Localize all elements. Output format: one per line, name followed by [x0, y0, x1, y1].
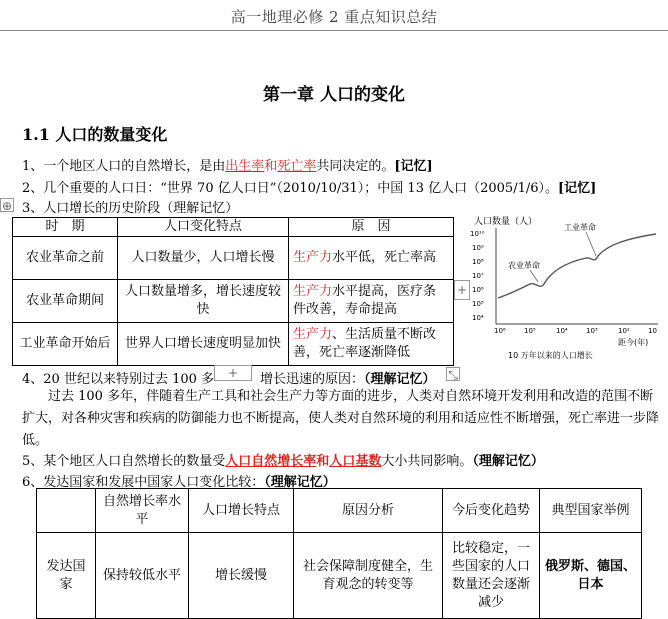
- item-2-tag: [记忆]: [558, 181, 597, 196]
- trend-cell: 比较稳定，一些国家的人口数量还会逐渐减少: [443, 533, 540, 619]
- table-row: [13, 237, 454, 280]
- ytick: 10⁸: [472, 258, 484, 266]
- item-4-text-2: 增长迅速的原因：: [260, 372, 365, 387]
- ytick: 10⁷: [472, 272, 484, 280]
- col-blank: [37, 489, 96, 533]
- cause-text: 水平低，死亡率高: [332, 250, 437, 265]
- item-1: [22, 155, 433, 174]
- item-1-tag: [记忆]: [394, 159, 433, 174]
- cause-cell: [289, 280, 454, 323]
- col-period: 时 期: [13, 218, 118, 237]
- item-5-tag: （理解记忆）: [472, 454, 544, 469]
- annotation-line: [530, 270, 538, 282]
- col-rate: 自然增长率水平: [96, 489, 189, 533]
- productivity: 生产力: [293, 327, 333, 342]
- country-comparison-table: [36, 488, 642, 619]
- add-row-button[interactable]: +: [214, 365, 252, 381]
- ytick: 10¹⁰: [470, 230, 485, 238]
- item-3: 3、人口增长的历史阶段（理解记忆）: [22, 201, 239, 216]
- ytick: 10⁶: [472, 286, 484, 294]
- xtick: 10: [648, 327, 657, 335]
- feature-cell: 人口数量少，人口增长慢: [118, 237, 289, 280]
- table-row: [37, 533, 642, 619]
- item-5-end: 大小共同影响。: [381, 454, 473, 469]
- section-title: 1.1 人口的数量变化: [22, 125, 168, 144]
- chapter-title: 第一章 人口的变化: [263, 85, 405, 105]
- death-rate: 死亡率: [277, 159, 317, 174]
- header-title: 高一地理必修 2 重点知识总结: [230, 8, 438, 26]
- history-stage-table: [12, 217, 454, 366]
- page-header: [0, 0, 668, 31]
- xtick: 10³: [586, 327, 598, 335]
- table-row: [13, 280, 454, 323]
- item-6-tag: （理解记忆）: [264, 475, 336, 490]
- period-cell: 工业革命开始后: [13, 323, 118, 366]
- item-6-text: 6、发达国家和发展中国家人口变化比较：: [22, 475, 265, 490]
- table-header-row: [13, 218, 454, 237]
- example-cell: 俄罗斯、德国、日本: [540, 533, 642, 619]
- feature-cell: 人口数量增多，增长速度较快: [118, 280, 289, 323]
- population-base: 人口基数: [329, 454, 382, 469]
- item-1-text: 1、一个地区人口的自然增长，是由: [22, 159, 226, 174]
- annotation-agricultural: 农业革命: [508, 261, 540, 270]
- chart-ylabel: 人口数量（人）: [474, 217, 538, 227]
- natural-growth-rate: 人口自然增长率: [225, 454, 317, 469]
- item-5-text: 5、某个地区人口自然增长的数量受: [22, 454, 226, 469]
- period-cell: 农业革命之前: [13, 237, 118, 280]
- cause-cell: 社会保障制度健全，生育观念的转变等: [294, 533, 443, 619]
- productivity: 生产力: [293, 284, 333, 299]
- feature-cell: 增长缓慢: [189, 533, 294, 619]
- item-1-and: 和: [264, 159, 278, 174]
- chart-caption: 10 万年以来的人口增长: [508, 351, 593, 360]
- cause-text: 、生活质量不断改善，死亡率逐渐降低: [293, 327, 437, 360]
- cause-text: 水平提高，医疗条件改善，寿命提高: [293, 284, 437, 317]
- chart-xlabel: 距今(年): [618, 338, 649, 347]
- xtick: 10⁴: [556, 327, 568, 335]
- annotation-industrial: 工业革命: [564, 223, 596, 232]
- col-feature: 人口增长特点: [189, 489, 294, 533]
- cause-cell: [289, 237, 454, 280]
- table-row: [13, 323, 454, 366]
- ytick: 10⁴: [472, 314, 484, 322]
- item-4-explanation: 过去 100 多年，伴随着生产工具和社会生产力等方面的进步，人类对自然环境开发利用和改造的范围不断扩大，对各种灾害和疾病的防御能力也不断提高，使人类对自然环境的利用和适应性不断增强，死亡率进一步降低。: [22, 389, 660, 448]
- item-5: [22, 450, 544, 469]
- item-4-tag: （理解记忆）: [364, 372, 436, 387]
- col-feature: 人口变化特点: [118, 218, 289, 237]
- xtick: 10²: [618, 327, 630, 335]
- annotation-line: [586, 232, 596, 256]
- col-cause: 原因分析: [294, 489, 443, 533]
- table-resize-handle[interactable]: ⤡: [446, 367, 460, 381]
- birth-rate: 出生率: [225, 159, 265, 174]
- rate-cell: 保持较低水平: [96, 533, 189, 619]
- col-trend: 今后变化趋势: [443, 489, 540, 533]
- ytick: 10⁵: [472, 300, 484, 308]
- item-1-end: 共同决定的。: [316, 159, 395, 174]
- col-cause: 原 因: [289, 218, 454, 237]
- table-move-handle[interactable]: ⊕: [1, 199, 13, 213]
- period-cell: 农业革命期间: [13, 280, 118, 323]
- ytick: 10⁹: [472, 244, 484, 252]
- item-2-text: 2、几个重要的人口日：“世界 70 亿人口日”（2010/10/31）；中国 13 亿人口（2005/1/6）。: [22, 181, 558, 196]
- productivity: 生产力: [293, 250, 333, 265]
- item-4-text: 4、20 世纪以来特别过去 100 多: [22, 372, 215, 387]
- xtick: 10⁵: [524, 327, 536, 335]
- population-growth-chart: [468, 212, 660, 362]
- col-example: 典型国家举例: [540, 489, 642, 533]
- item-4: [22, 368, 436, 387]
- type-cell: 发达国家: [37, 533, 96, 619]
- feature-cell: 世界人口增长速度明显加快: [118, 323, 289, 366]
- xtick: 10⁶: [494, 327, 506, 335]
- table-header-row: [37, 489, 642, 533]
- add-column-button[interactable]: +: [454, 280, 470, 300]
- item-2: [22, 177, 596, 196]
- cause-cell: [289, 323, 454, 366]
- item-5-and: 和: [316, 454, 330, 469]
